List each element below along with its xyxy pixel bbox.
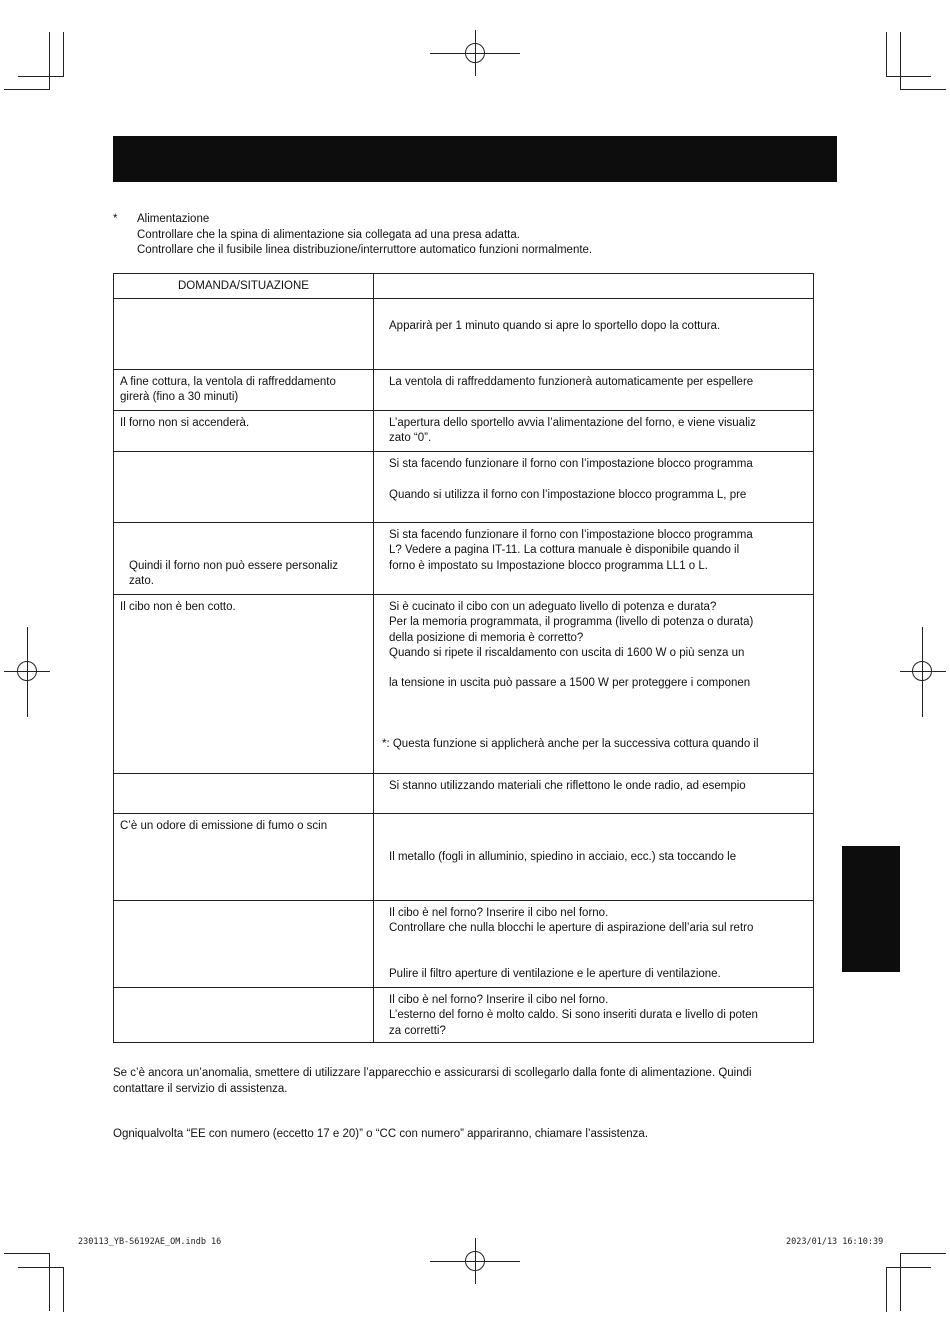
question-cell: C’è un odore di emissione di fumo o scin	[114, 814, 374, 901]
answer-cell: Si stanno utilizzando materiali che riflettono le onde radio, ad esempio	[374, 774, 814, 814]
print-date-info: 2023/01/13 16:10:39	[786, 1237, 884, 1247]
table-row	[114, 299, 814, 370]
table-row	[114, 452, 814, 523]
table-header-row	[114, 274, 814, 299]
header-answer	[374, 274, 814, 299]
table-row	[114, 988, 814, 1043]
print-file-info: 230113_YB-S6192AE_OM.indb 16	[78, 1237, 222, 1247]
question-cell	[114, 988, 374, 1043]
answer-cell: Il cibo è nel forno? Inserire il cibo nel forno. Controllare che nulla blocchi le aperture di aspirazione dell’aria sul retro Pulire il filtro aperture di ventilazione e le aperture di ventilazione.	[374, 901, 814, 988]
question-cell	[114, 452, 374, 523]
answer-cell: La ventola di raffreddamento funzionerà automaticamente per espellere	[374, 370, 814, 411]
table-row	[114, 523, 814, 595]
table-row	[114, 370, 814, 411]
question-cell: Il cibo non è ben cotto.	[114, 595, 374, 774]
question-cell	[114, 299, 374, 370]
answer-cell: Il cibo è nel forno? Inserire il cibo nel forno. L’esterno del forno è molto caldo. Si sono inseriti durata e livello di poten za corretti?	[374, 988, 814, 1043]
answer-cell: Si sta facendo funzionare il forno con l’impostazione blocco programma L? Vedere a pagina IT-11. La cottura manuale è disponibile quando il forno è impostato su Impostazione blocco programma LL1 o L.	[374, 523, 814, 595]
table-row	[114, 774, 814, 814]
header-question: DOMANDA/SITUAZIONE	[114, 274, 374, 299]
section-header-bar	[113, 136, 837, 182]
table-row	[114, 901, 814, 988]
question-cell	[114, 774, 374, 814]
question-cell: Quindi il forno non può essere personaliz zato.	[114, 523, 374, 595]
side-thumb-tab	[842, 846, 900, 972]
question-cell	[114, 901, 374, 988]
intro-line: Alimentazione	[137, 213, 210, 225]
question-cell: A fine cottura, la ventola di raffreddamento girerà (fino a 30 minuti)	[114, 370, 374, 411]
table-row	[114, 411, 814, 452]
troubleshooting-table	[113, 273, 814, 1043]
intro-line: Controllare che la spina di alimentazione sia collegata ad una presa adatta.	[137, 228, 520, 241]
intro-line: Controllare che il fusibile linea distribuzione/interruttore automatico funzioni normalmente.	[137, 244, 593, 256]
footer-paragraph-assistance: Se c’è ancora un’anomalia, smettere di utilizzare l’apparecchio e assicurarsi di scollegarlo dalla fonte di alimentazione. Quindi contattare il servizio di assistenza.	[113, 1067, 752, 1095]
answer-cell: Il metallo (fogli in alluminio, spiedino in acciaio, ecc.) sta toccando le	[374, 814, 814, 901]
bullet-asterisk: *	[113, 213, 118, 225]
question-cell: Il forno non si accenderà.	[114, 411, 374, 452]
answer-cell: Si sta facendo funzionare il forno con l’impostazione blocco programma Quando si utilizza il forno con l’impostazione blocco programma L, pre	[374, 452, 814, 523]
answer-cell: Si è cucinato il cibo con un adeguato livello di potenza e durata? Per la memoria programmata, il programma (livello di potenza o durata) della posizione di memoria è corretto? Quando si ripete il riscaldamento con uscita di 1600 W o più senza un la tensione in uscita può passare a 1500 W per proteggere i componen *: Questa funzione si applicherà anche per la successiva cottura quando il	[374, 595, 814, 774]
table-row	[114, 814, 814, 901]
answer-cell: L’apertura dello sportello avvia l’alimentazione del forno, e viene visualiz zato “0”.	[374, 411, 814, 452]
footnote-note: *: Questa funzione si applicherà anche per la successiva cottura quando il	[382, 738, 759, 750]
answer-cell: Apparirà per 1 minuto quando si apre lo sportello dopo la cottura.	[374, 299, 814, 370]
footer-paragraph-error-codes: Ogniqualvolta “EE con numero (eccetto 17 e 20)” o “CC con numero” appariranno, chiamare l’assistenza.	[113, 1128, 649, 1140]
table-row	[114, 595, 814, 774]
